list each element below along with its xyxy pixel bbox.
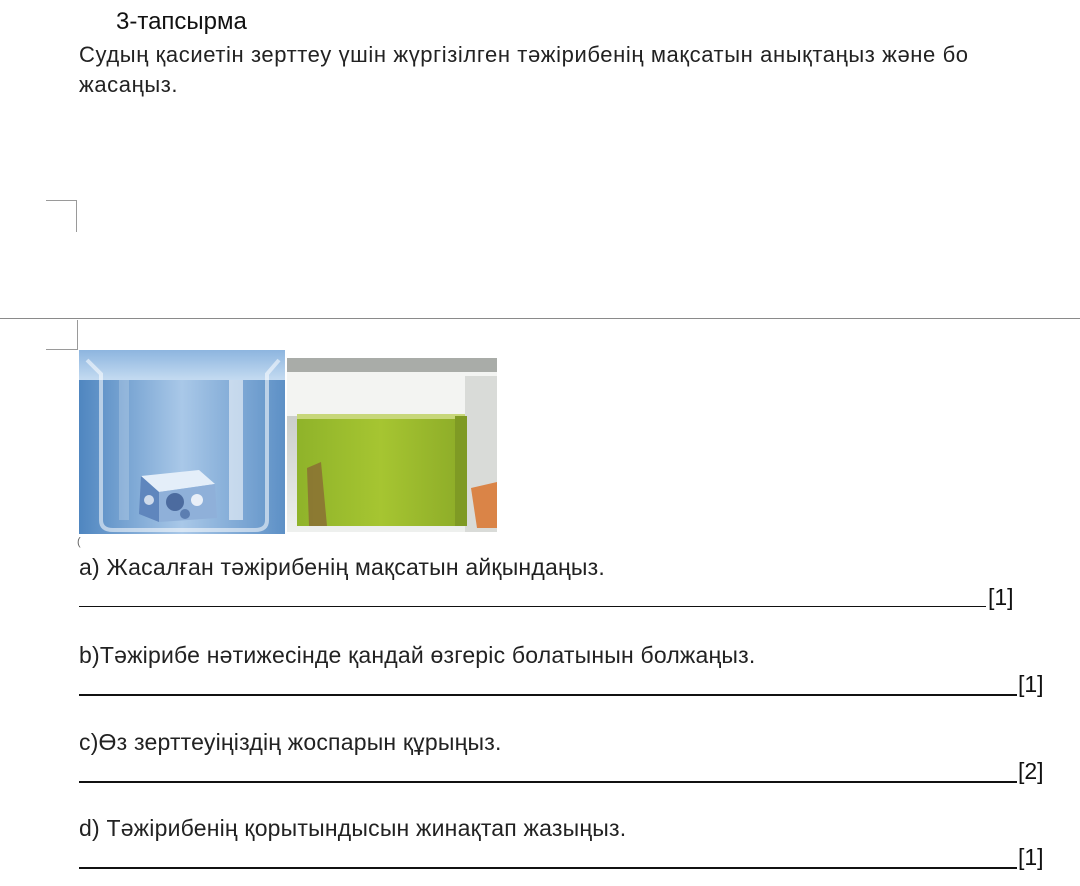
question-b: b)Тәжірибе нәтижесінде қандай өзгеріс болатынын болжаңыз. bbox=[79, 642, 756, 668]
score-b: [1] bbox=[1018, 671, 1044, 697]
answer-line-c bbox=[79, 781, 1017, 783]
beaker-icon bbox=[79, 350, 285, 534]
page-corner-mark bbox=[46, 200, 77, 232]
question-a: a) Жасалған тәжірибенің мақсатын айқындаңыз. bbox=[79, 554, 605, 580]
answer-line-a bbox=[79, 606, 986, 607]
page-divider bbox=[0, 318, 1080, 319]
question-c: c)Өз зерттеуіңіздің жоспарын құрыңыз. bbox=[79, 729, 502, 755]
jar-icon bbox=[287, 358, 497, 532]
score-d: [1] bbox=[1018, 844, 1044, 870]
task-description-line-2: жасаңыз. bbox=[79, 72, 179, 97]
task-description bbox=[79, 40, 969, 100]
beaker-with-ice-image bbox=[79, 350, 285, 534]
answer-line-b bbox=[79, 694, 1017, 696]
score-c: [2] bbox=[1018, 758, 1044, 784]
answer-line-d bbox=[79, 867, 1017, 869]
green-liquid-jar-image bbox=[287, 358, 497, 532]
ice-cube-icon bbox=[139, 470, 217, 522]
question-d: d) Тәжірибенің қорытындысын жинақтап жазыңыз. bbox=[79, 815, 627, 841]
score-a: [1] bbox=[988, 584, 1014, 610]
task-description-line-1: Судың қасиетін зерттеу үшін жүргізілген тәжірибенің мақсатын анықтаңыз және бо bbox=[79, 42, 969, 67]
task-title: 3-тапсырма bbox=[116, 8, 247, 35]
stray-mark: ( bbox=[77, 536, 81, 548]
page-corner-mark bbox=[46, 320, 78, 350]
